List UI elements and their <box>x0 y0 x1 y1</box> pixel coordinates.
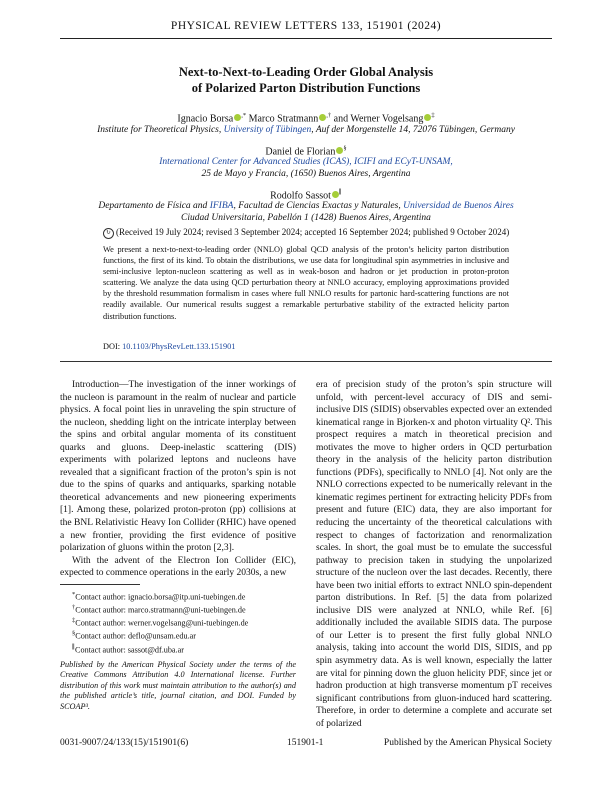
page-number: 151901-1 <box>287 738 324 748</box>
affiliation-2 <box>60 156 552 180</box>
doi-label: DOI: <box>103 342 121 351</box>
header-rule <box>60 38 552 39</box>
ifiba-link[interactable]: IFIBA <box>209 201 234 211</box>
received-dates: (Received 19 July 2024; revised 3 September 2024; accepted 16 September 2024; published 9 October 2024) <box>116 227 510 237</box>
orcid-icon[interactable] <box>332 191 339 198</box>
affil3-pre: Departamento de Física and <box>98 201 208 211</box>
author-borsa: Ignacio Borsa <box>177 113 234 125</box>
author-line-3: Rodolfo Sassot ∥ <box>270 189 342 202</box>
uba-link[interactable]: Universidad de Buenos Aires <box>403 201 514 211</box>
footnote: §Contact author: deflo@unsam.edu.ar <box>72 630 197 642</box>
affiliation-1 <box>60 124 552 136</box>
journal-header: PHYSICAL REVIEW LETTERS 133, 151901 (2024) <box>170 20 442 32</box>
affiliation-3 <box>60 200 552 224</box>
author-line-2: Daniel de Florian § <box>265 145 347 158</box>
icas-link[interactable]: International Center for Advanced Studies (ICAS), ICIFI and ECyT-UNSAM, <box>159 157 453 167</box>
doi-link[interactable]: 10.1103/PhysRevLett.133.151901 <box>122 342 236 351</box>
affil3-line2: Ciudad Universitaria, Pabellón 1 (1428) Buenos Aires, Argentina <box>181 213 431 223</box>
check-updates-icon[interactable]: ↻ <box>103 228 114 239</box>
affil1-post: , Auf der Morgenstelle 14, 72076 Tübingen, Germany <box>311 125 515 135</box>
affil2-line2: 25 de Mayo y Francia, (1650) Buenos Aires, Argentina <box>201 169 411 179</box>
intro-paragraph: Introduction—The investigation of the inner workings of the nucleon is paramount in the realm of nuclear and particle physics. A focal point lies in unraveling the spin structure of the nucleon, shedding light on the intricate interplay between the spins and orbital angular momenta of its constituent quarks and gluons. Deep-inelastic scattering (DIS) experiments with polarized leptons and nucleons have revealed that a significant fraction of the proton’s spin is not due to the spins of quarks and antiquarks, sparking notable theoretical advancements and new pioneering experiments [1]. Among these, polarized proton-proton (pp) collisions at the BNL Relativistic Heavy Ion Collider (RHIC) have opened a new frontier, providing the first evidence of positive polarization of gluons within the proton [2,3]. <box>60 380 296 554</box>
footnote: *Contact author: ignacio.borsa@itp.uni-tuebingen.de <box>72 591 246 602</box>
author-line-1: Ignacio Borsa ,* Marco Stratmann ,† and Werner Vogelsang ‡ <box>177 112 435 125</box>
author-sassot: Rodolfo Sassot <box>270 190 331 202</box>
footnote: ∥Contact author: sassot@df.uba.ar <box>72 643 184 655</box>
author-deflorian: Daniel de Florian <box>265 146 336 158</box>
footnote: †Contact author: marco.stratmann@uni-tuebingen.de <box>72 604 246 615</box>
title-line-1: Next-to-Next-to-Leading Order Global Analysis <box>178 65 434 79</box>
affil3-mid: , Facultad de Ciencias Exactas y Naturales, <box>233 201 401 211</box>
footnotes <box>60 590 296 656</box>
doi-line <box>103 342 235 351</box>
footnote: ‡Contact author: werner.vogelsang@uni-tuebingen.de <box>72 617 249 629</box>
author-stratmann: Marco Stratmann <box>248 113 319 125</box>
tuebingen-link[interactable]: University of Tübingen <box>223 125 312 135</box>
intro-paragraph-2: With the advent of the Electron Ion Collider (EIC), expected to commence operations in the early 2030s, a new <box>60 555 296 579</box>
abstract-rule <box>60 361 552 362</box>
column-left <box>60 379 296 580</box>
author-vogelsang: and Werner Vogelsang <box>333 113 424 125</box>
column-right <box>316 379 552 730</box>
article-title <box>60 64 552 96</box>
received-line <box>60 226 552 239</box>
footer-issn: 0031-9007/24/133(15)/151901(6) <box>60 738 189 748</box>
license-note: Published by the American Physical Society under the terms of the Creative Commons Attribution 4.0 International license. Further distribution of this work must maintain attribution to the author(s) and the published article’s title, journal citation, and DOI. Funded by SCOAP³. <box>60 660 296 711</box>
title-line-2: of Polarized Parton Distribution Functions <box>191 81 421 95</box>
footer-publisher: Published by the American Physical Society <box>383 738 552 748</box>
affil1-pre: Institute for Theoretical Physics, <box>97 125 222 135</box>
right-paragraph: era of precision study of the proton’s spin structure will unfold, with percent-level accuracy of DIS and semi-inclusive DIS (SIDIS) observables expected over an extended kinematical range in Bjorken-x and photon virtuality Q². This prospect requires a match in theoretical precision and motivates the move to higher orders in QCD perturbation theory in the analysis of the helicity parton distribution functions (PDFs), specifically to NNLO [4]. Not only are the NNLO corrections expected to be numerically relevant in the kinematic regimes pertinent for extracting helicity PDFs from present and future (EIC) data, they are also important for reducing the uncertainty of the theoretical calculations with respect to changes of factorization and renormalization scales. In short, the goal must be to emulate the successful pathway to precision taken in studying the unpolarized structure of the nucleon over the last decades. Recently, there have been two initial efforts to extract NNLO spin-dependent parton distributions. In Ref. [5] the data from polarized inclusive DIS were analyzed at NNLO, while Ref. [6] additionally included the available SIDIS data. The purpose of our Letter is to present the first fully global NNLO analysis, taking into account the world DIS, SIDIS, and pp spin asymmetry data. As is well known, especially the latter are vital for pinning down the gluon helicity PDF, since jet or hadron production at high transverse momentum pT receives significant contributions from gluon-induced hard scattering. Therefore, in order to determine a complete and accurate set of polarized <box>316 380 552 729</box>
abstract: We present a next-to-next-to-leading order (NNLO) global QCD analysis of the proton’s helicity parton distribution functions, the first of its kind. To obtain the distributions, we use data for longitudinal spin asymmetries in inclusive and semi-inclusive lepton-nucleon scattering as well as in weak-boson and hadron or jet production in proton-proton scattering. We analyze the data using QCD perturbation theory at NNLO accuracy, employing approximations provided by the threshold resummation formalism in cases where full NNLO results for partonic hard-scattering functions are not readily available. Our numerical results suggest a remarkable perturbative stability of the extracted helicity parton distribution functions. <box>103 245 509 321</box>
footnote-rule <box>60 584 140 585</box>
